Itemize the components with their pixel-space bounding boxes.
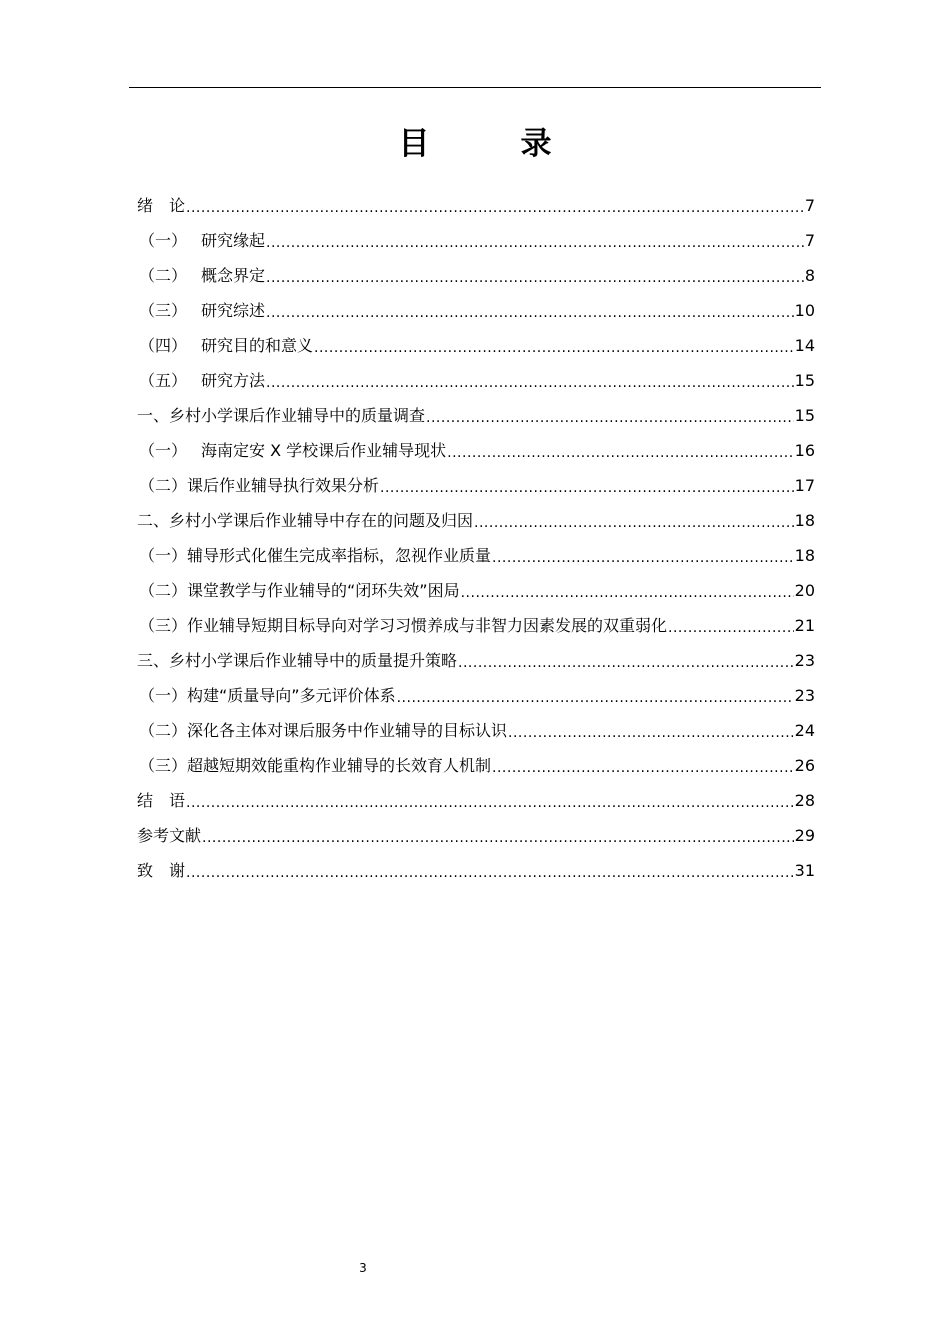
toc-entry-effect-analysis[interactable]	[137, 472, 815, 507]
toc-leader-dots	[508, 725, 794, 745]
toc-entry-number: （二）	[139, 266, 188, 285]
toc-entry-label: 研究目的和意义	[201, 336, 314, 355]
toc-entry-page: 21	[794, 616, 815, 635]
toc-entry-page: 18	[794, 511, 815, 530]
toc-entry-closed-loop-failure[interactable]	[137, 577, 815, 612]
toc-entry-label: （三）作业辅导短期目标导向对学习习惯养成与非智力因素发展的双重弱化	[139, 616, 668, 635]
toc-entry-number: （四）	[139, 336, 188, 355]
page-title: 目 录	[398, 126, 582, 162]
toc-entry-label: （二）课堂教学与作业辅导的“闭环失效”困局	[139, 581, 460, 600]
toc-leader-dots	[458, 655, 794, 675]
toc-entry-label: 绪 论	[137, 196, 186, 215]
toc-entry-page: 15	[794, 406, 815, 425]
toc-entry-page: 29	[794, 826, 815, 845]
toc-entry-label: 二、乡村小学课后作业辅导中存在的问题及归因	[137, 511, 474, 530]
toc-entry-purpose-significance[interactable]	[137, 332, 815, 367]
toc-entry-page: 15	[794, 371, 815, 390]
toc-leader-dots	[266, 270, 804, 290]
toc-entry-goal-recognition[interactable]	[137, 717, 815, 752]
toc-entry-page: 7	[804, 231, 815, 250]
toc-entry-page: 28	[794, 791, 815, 810]
toc-leader-dots	[474, 515, 794, 535]
toc-leader-dots	[314, 340, 794, 360]
toc-leader-dots	[186, 795, 794, 815]
table-of-contents	[137, 192, 815, 892]
toc-entry-chapter-1[interactable]	[137, 402, 815, 437]
toc-entry-label: 研究缘起	[201, 231, 266, 250]
toc-leader-dots	[492, 550, 794, 570]
toc-entry-label: （一）辅导形式化催生完成率指标，忽视作业质量	[139, 546, 492, 565]
toc-entry-page: 17	[794, 476, 815, 495]
toc-entry-research-methods[interactable]	[137, 367, 815, 402]
toc-entry-acknowledgements[interactable]	[137, 857, 815, 892]
toc-leader-dots	[266, 235, 804, 255]
toc-entry-research-origin[interactable]	[137, 227, 815, 262]
toc-entry-page: 18	[794, 546, 815, 565]
toc-entry-number: （一）	[139, 231, 188, 250]
toc-entry-label: 一、乡村小学课后作业辅导中的质量调查	[137, 406, 426, 425]
page-number: 3	[359, 1261, 367, 1275]
toc-entry-formalism[interactable]	[137, 542, 815, 577]
toc-entry-label: （三）超越短期效能重构作业辅导的长效育人机制	[139, 756, 492, 775]
toc-entry-page: 7	[804, 196, 815, 215]
toc-entry-label: 三、乡村小学课后作业辅导中的质量提升策略	[137, 651, 458, 670]
toc-entry-conclusion[interactable]	[137, 787, 815, 822]
toc-leader-dots	[202, 830, 794, 850]
header-rule	[129, 87, 821, 88]
toc-leader-dots	[266, 305, 794, 325]
toc-entry-page: 20	[794, 581, 815, 600]
toc-entry-short-term-orientation[interactable]	[137, 612, 815, 647]
toc-entry-label: 参考文献	[137, 826, 202, 845]
toc-entry-label: （二）深化各主体对课后服务中作业辅导的目标认识	[139, 721, 508, 740]
toc-leader-dots	[380, 480, 794, 500]
toc-entry-number: （一）	[139, 441, 188, 460]
toc-leader-dots	[492, 760, 794, 780]
toc-entry-hainan-school-status[interactable]	[137, 437, 815, 472]
toc-entry-references[interactable]	[137, 822, 815, 857]
toc-entry-label: （二）课后作业辅导执行效果分析	[139, 476, 380, 495]
toc-leader-dots	[397, 690, 794, 710]
toc-entry-page: 16	[794, 441, 815, 460]
toc-entry-label: 研究方法	[201, 371, 266, 390]
toc-entry-concept-definition[interactable]	[137, 262, 815, 297]
toc-leader-dots	[266, 375, 794, 395]
toc-entry-number: （三）	[139, 301, 188, 320]
toc-entry-page: 10	[794, 301, 815, 320]
toc-leader-dots	[668, 620, 794, 640]
toc-entry-label: 概念界定	[201, 266, 266, 285]
toc-entry-label: 致 谢	[137, 861, 186, 880]
toc-entry-evaluation-system[interactable]	[137, 682, 815, 717]
toc-entry-page: 23	[794, 651, 815, 670]
toc-entry-page: 23	[794, 686, 815, 705]
toc-entry-page: 31	[794, 861, 815, 880]
toc-leader-dots	[426, 410, 794, 430]
toc-entry-page: 26	[794, 756, 815, 775]
toc-entry-long-term-mechanism[interactable]	[137, 752, 815, 787]
toc-entry-label: 结 语	[137, 791, 186, 810]
toc-entry-chapter-2[interactable]	[137, 507, 815, 542]
toc-entry-introduction[interactable]	[137, 192, 815, 227]
toc-entry-label: 海南定安 X 学校课后作业辅导现状	[201, 441, 447, 460]
toc-leader-dots	[186, 865, 794, 885]
toc-leader-dots	[186, 200, 804, 220]
toc-entry-page: 8	[804, 266, 815, 285]
toc-entry-label: 研究综述	[201, 301, 266, 320]
toc-entry-page: 24	[794, 721, 815, 740]
toc-entry-page: 14	[794, 336, 815, 355]
toc-entry-literature-review[interactable]	[137, 297, 815, 332]
toc-leader-dots	[461, 585, 794, 605]
toc-leader-dots	[447, 445, 793, 465]
toc-entry-chapter-3[interactable]	[137, 647, 815, 682]
toc-entry-label: （一）构建“质量导向”多元评价体系	[139, 686, 396, 705]
toc-entry-number: （五）	[139, 371, 188, 390]
